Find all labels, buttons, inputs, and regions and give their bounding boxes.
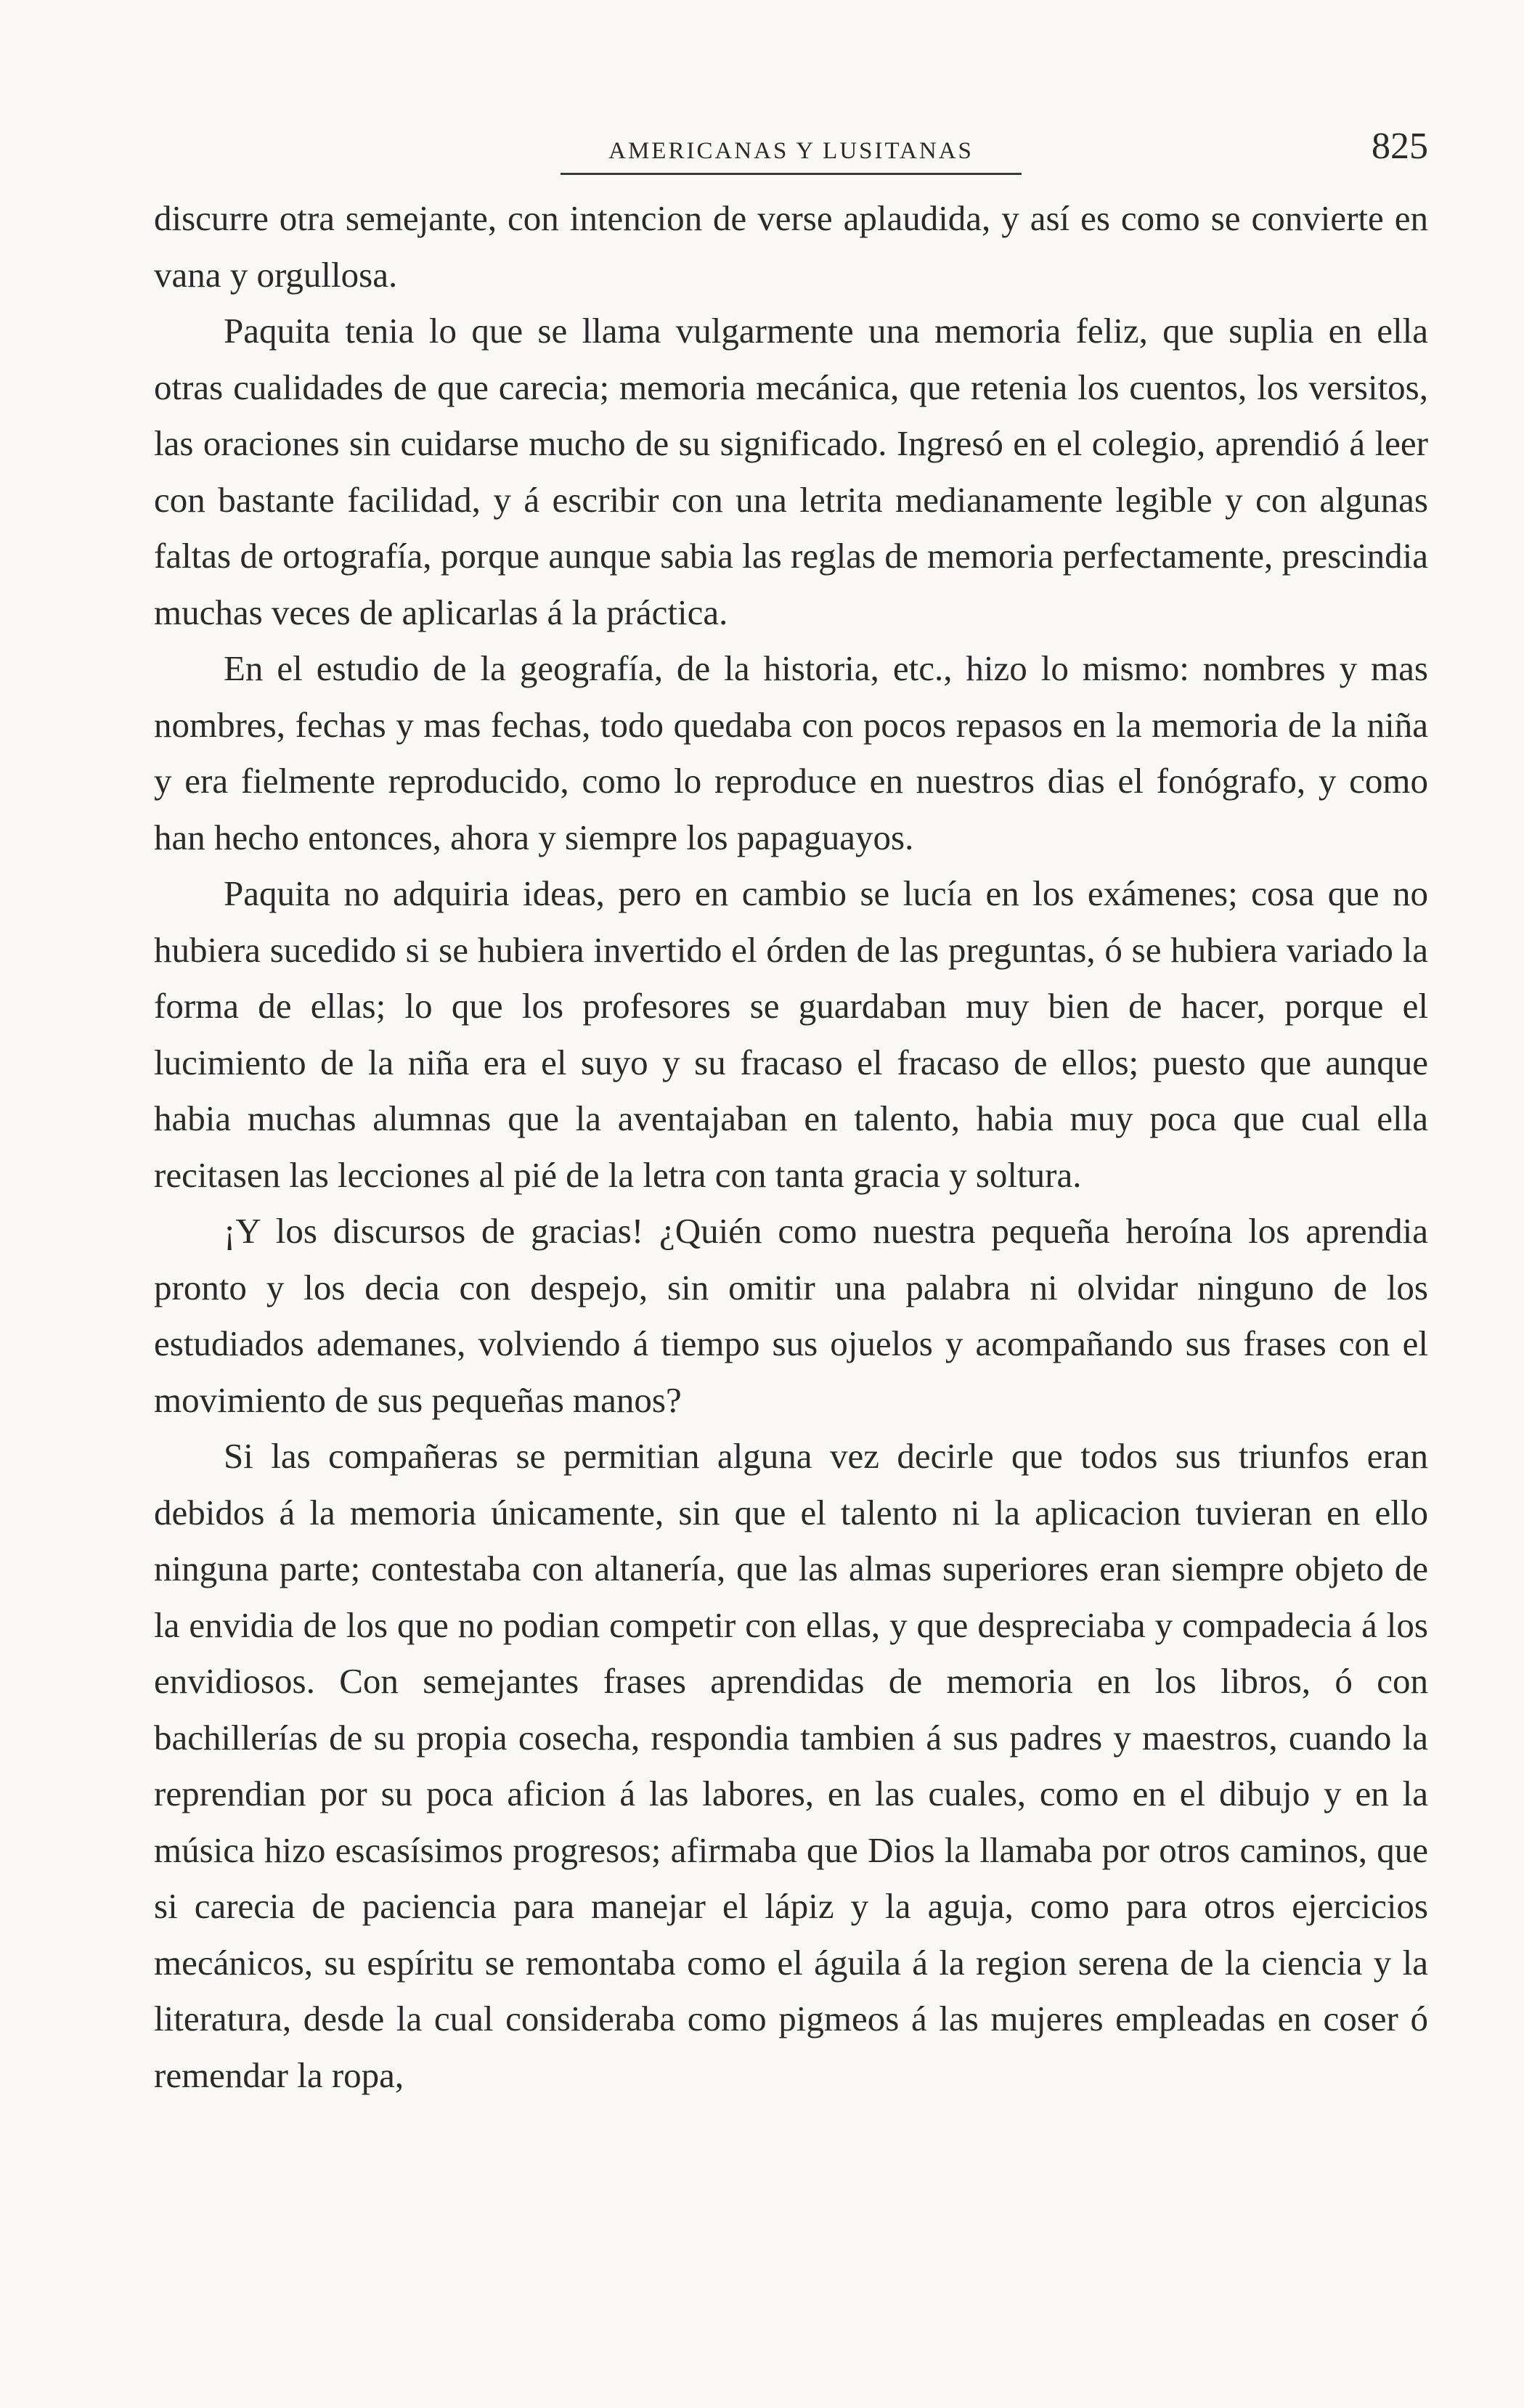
running-title: AMERICANAS Y LUSITANAS bbox=[608, 138, 974, 164]
paragraph: Si las compañeras se permitian alguna vez decirle que todos sus triunfos eran debidos á la memoria únicamente, sin que el talento ni la aplicacion tuvieran en ello ninguna parte; contestaba con altanería, que las almas superiores eran siempre objeto de la envidia de los que no podian competir con ellas, y que despreciaba y compadecia á los envidiosos. Con semejantes frases aprendidas de memoria en los libros, ó con bachillerías de su propia cosecha, respondia tambien á sus padres y maestros, cuando la reprendian por su poca aficion á las labores, en las cuales, como en el dibujo y en la música hizo escasísimos progresos; afirmaba que Dios la llamaba por otros caminos, que si carecia de paciencia para manejar el lápiz y la aguja, como para otros ejercicios mecánicos, su espíritu se remontaba como el águila á la region serena de la ciencia y la literatura, desde la cual consideraba como pigmeos á las mujeres empleadas en coser ó remendar la ropa, bbox=[154, 1436, 1428, 2095]
paragraph: Paquita no adquiria ideas, pero en cambio se lucía en los exámenes; cosa que no hubiera sucedido si se hubiera invertido el órden de las preguntas, ó se hubiera variado la forma de ellas; lo que los profesores se guardaban muy bien de hacer, porque el lucimiento de la niña era el suyo y su fracaso el fracaso de ellos; puesto que aunque habia muchas alumnas que la aventajaban en talento, habia muy poca que cual ella recitasen las lecciones al pié de la letra con tanta gracia y soltura. bbox=[154, 873, 1428, 1195]
header-rule bbox=[561, 173, 1022, 175]
paragraph: ¡Y los discursos de gracias! ¿Quién como nuestra pequeña heroína los aprendia pronto y los decia con despejo, sin omitir una palabra ni olvidar ninguno de los estudiados ademanes, volviendo á tiempo sus ojuelos y acompañando sus frases con el movimiento de sus pequeñas manos? bbox=[154, 1211, 1428, 1420]
page-number: 825 bbox=[1372, 126, 1428, 167]
paragraph: Paquita tenia lo que se llama vulgarmente una memoria feliz, que suplia en ella otras cualidades de que carecia; memoria mecánica, que retenia los cuentos, los versitos, las oraciones sin cuidarse mucho de su significado. Ingresó en el colegio, aprendió á leer con bastante facilidad, y á escribir con una letrita medianamente legible y con algunas faltas de ortografía, porque aunque sabia las reglas de memoria perfectamente, prescindia muchas veces de aplicarlas á la práctica. bbox=[154, 311, 1428, 632]
body-text bbox=[154, 190, 1428, 2103]
paragraph: En el estudio de la geografía, de la historia, etc., hizo lo mismo: nombres y mas nombres, fechas y mas fechas, todo quedaba con pocos repasos en la memoria de la niña y era fielmente reproducido, como lo reproduce en nuestros dias el fonógrafo, y como han hecho entonces, ahora y siempre los papaguayos. bbox=[154, 648, 1428, 857]
running-header bbox=[154, 122, 1428, 173]
paragraph-continuation: discurre otra semejante, con intencion de verse aplaudida, y así es como se convierte en vana y orgullosa. bbox=[154, 198, 1428, 295]
